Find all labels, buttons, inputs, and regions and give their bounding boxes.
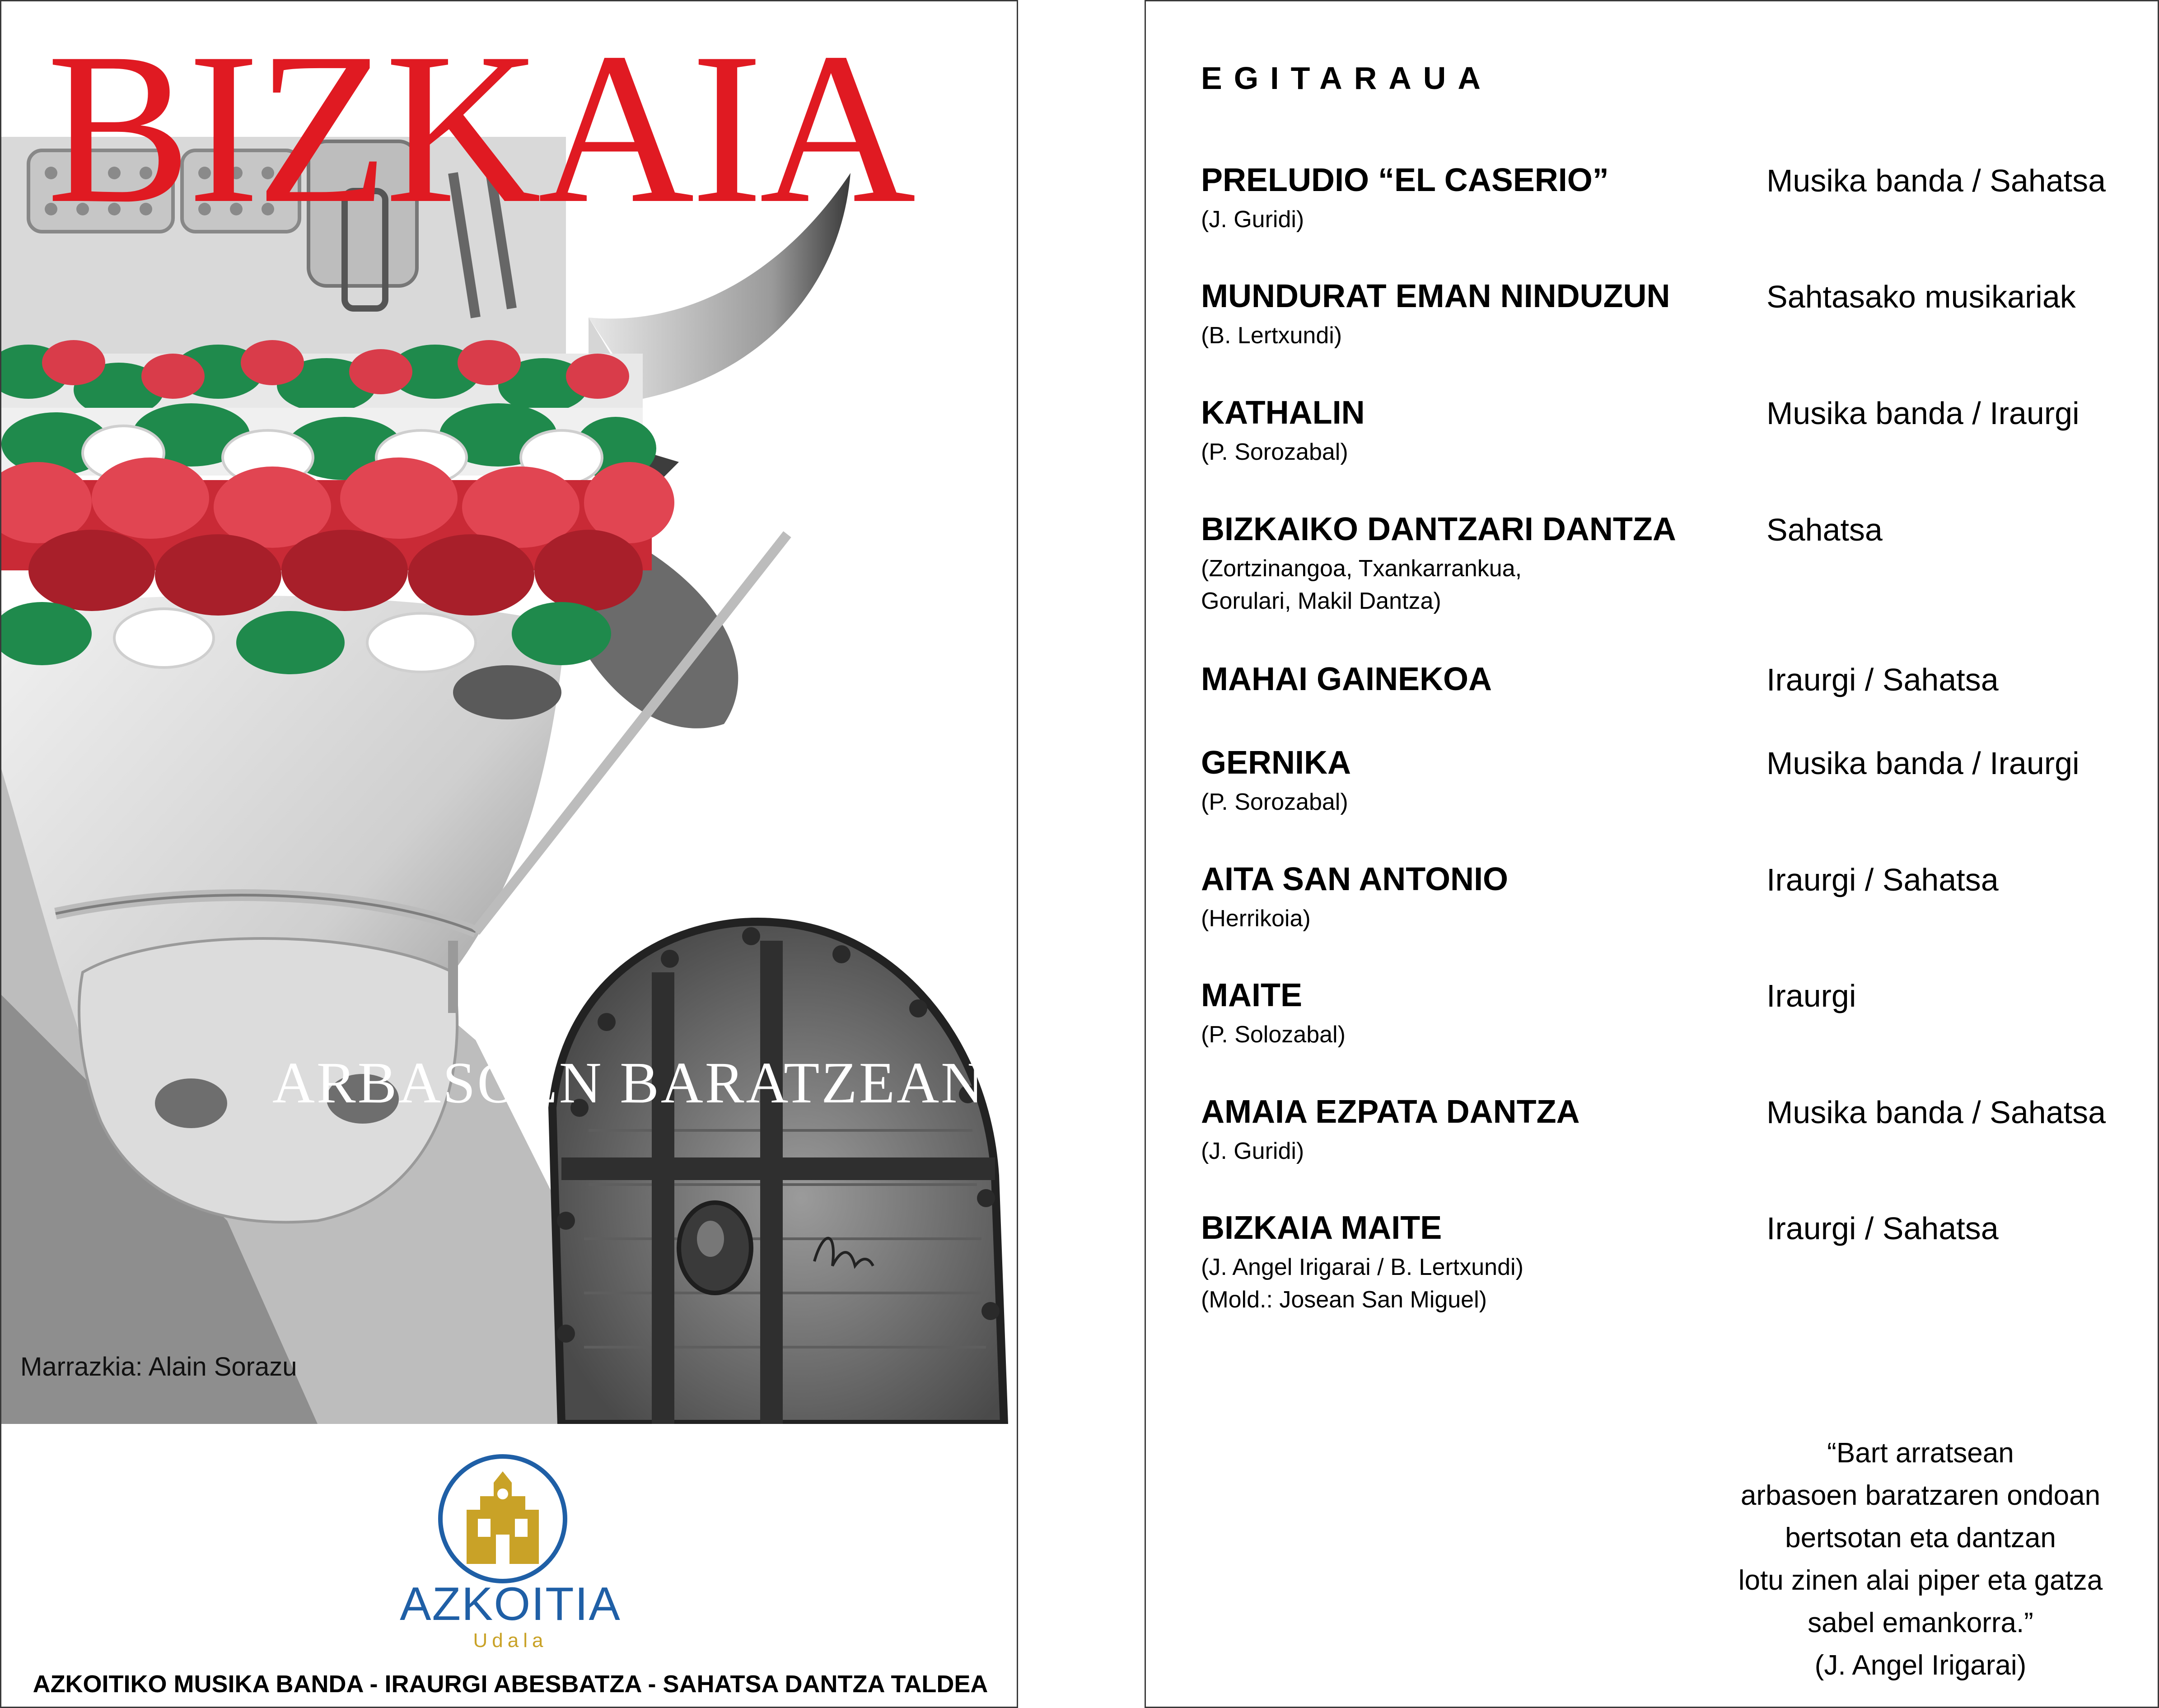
piece-performers: Musika banda / Iraurgi bbox=[1766, 396, 2080, 431]
piece-name: BIZKAIA MAITE bbox=[1201, 1210, 1442, 1246]
piece-name: MUNDURAT EMAN NINDUZUN bbox=[1201, 278, 1670, 314]
piece-composer: (P. Solozabal) bbox=[1201, 1022, 1346, 1048]
piece-composer: (B. Lertxundi) bbox=[1201, 322, 1342, 349]
piece-name: AMAIA EZPATA DANTZA bbox=[1201, 1094, 1580, 1130]
piece-composer: (P. Sorozabal) bbox=[1201, 789, 1348, 815]
piece-name: AITA SAN ANTONIO bbox=[1201, 861, 1508, 897]
piece-name: BIZKAIKO DANTZARI DANTZA bbox=[1201, 511, 1676, 547]
cover-subtitle: ARBASOEN BARATZEAN bbox=[272, 1050, 985, 1115]
logo-subtitle: Udala bbox=[473, 1629, 548, 1652]
piece-name: KATHALIN bbox=[1201, 395, 1365, 431]
piece-name: GERNIKA bbox=[1201, 745, 1351, 781]
closing-quote bbox=[1692, 1432, 2149, 1687]
quote-line: bertsotan eta dantzan bbox=[1785, 1522, 2056, 1554]
cover-panel bbox=[0, 0, 1018, 1708]
quote-line: “Bart arratsean bbox=[1827, 1437, 2014, 1469]
piece-composer: (Herrikoia) bbox=[1201, 905, 1311, 932]
cover-footer: AZKOITIKO MUSIKA BANDA - IRAURGI ABESBATZA - SAHATSA DANTZA TALDEA bbox=[33, 1671, 988, 1698]
piece-performers: Musika banda / Sahatsa bbox=[1766, 1095, 2106, 1130]
illustration-credit: Marrazkia: Alain Sorazu bbox=[20, 1352, 297, 1381]
piece-performers: Sahatsa bbox=[1766, 512, 1883, 547]
piece-name: PRELUDIO “EL CASERIO” bbox=[1201, 162, 1609, 198]
piece-composer: (P. Sorozabal) bbox=[1201, 439, 1348, 465]
piece-performers: Iraurgi / Sahatsa bbox=[1766, 862, 1999, 897]
piece-performers: Iraurgi / Sahatsa bbox=[1766, 1211, 1999, 1246]
piece-performers: Iraurgi bbox=[1766, 978, 1856, 1013]
azkoitia-logo-icon bbox=[435, 1451, 570, 1587]
piece-performers: Musika banda / Iraurgi bbox=[1766, 746, 2080, 781]
program-title: EGITARAUA bbox=[1201, 61, 1492, 96]
piece-composer: (J. Guridi) bbox=[1201, 1138, 1304, 1164]
logo-name: AZKOITIA bbox=[400, 1578, 621, 1630]
quote-author: (J. Angel Irigarai) bbox=[1814, 1650, 2027, 1681]
piece-composer: (J. Angel Irigarai / B. Lertxundi) (Mold.: Josean San Miguel) bbox=[1201, 1254, 1523, 1313]
piece-performers: Musika banda / Sahatsa bbox=[1766, 163, 2106, 198]
quote-line: sabel emankorra.” bbox=[1808, 1607, 2033, 1638]
piece-name: MAHAI GAINEKOA bbox=[1201, 661, 1492, 697]
quote-line: lotu zinen alai piper eta gatza bbox=[1738, 1565, 2103, 1596]
piece-name: MAITE bbox=[1201, 977, 1302, 1013]
cover-title: BIZKAIA bbox=[47, 8, 912, 248]
piece-composer: (Zortzinangoa, Txankarrankua, Gorulari, Makil Dantza) bbox=[1201, 555, 1522, 614]
quote-line: arbasoen baratzaren ondoan bbox=[1740, 1480, 2101, 1511]
piece-performers: Sahtasako musikariak bbox=[1766, 279, 2076, 314]
piece-performers: Iraurgi / Sahatsa bbox=[1766, 662, 1999, 697]
program-panel bbox=[1145, 0, 2159, 1708]
piece-composer: (J. Guridi) bbox=[1201, 206, 1304, 233]
